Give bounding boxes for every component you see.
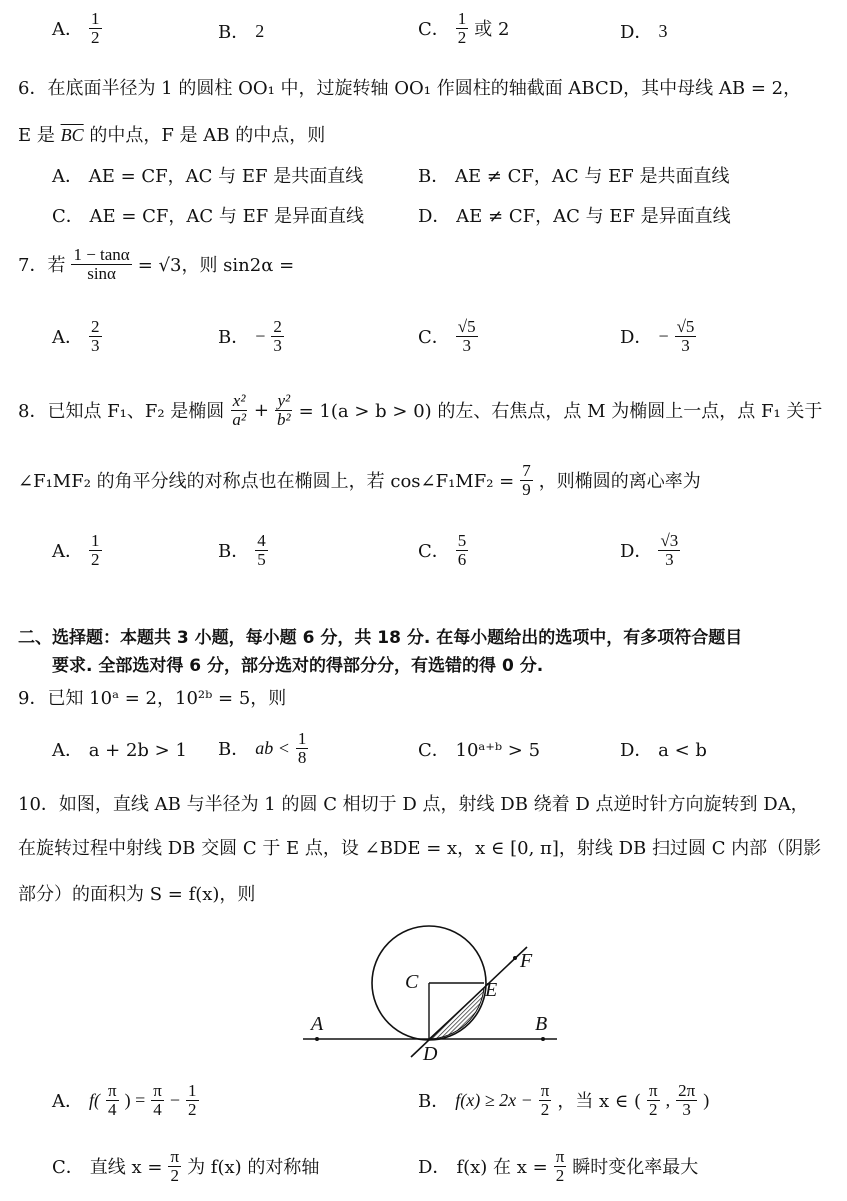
q9-option-c: C． 10ᵃ⁺ᵇ > 5 <box>418 740 541 761</box>
fraction: $\frac{1}{2}$ <box>457 9 467 47</box>
q9-stem: 9．已知 10ᵃ = 2，10²ᵇ = 5，则 <box>18 688 287 709</box>
q10-option-b: B． f(x) ≥ 2x − $\frac{\pi}{2}$ ，当 x ∈ ( $\frac{\pi}{2}$ , $\frac{2\pi}{3}$ ) <box>418 1081 710 1119</box>
q6-option-a: A． AE = CF，AC 与 EF 是共面直线 <box>52 166 364 187</box>
q5-option-b: B． 2 <box>218 20 265 43</box>
label-f: F <box>520 950 533 972</box>
q9-option-b: B． ab < $\frac{1}{8}$ <box>218 729 307 767</box>
q8-stem-line1: 8．已知点 F₁、F₂ 是椭圆 $\frac{\text{x²}}{\text{a²}}$ + $\frac{\text{y²}}{\text{b²}}$ = 1(a > b > 0) 的左、右焦点，点 M 为椭圆上一点，点 F₁ 关于 <box>18 391 823 429</box>
q10-stem-line2: 在旋转过程中射线 DB 交圆 C 于 E 点，设 ∠BDE = x，x ∈ [0, π]，射线 DB 扫过圆 C 内部（阴影 <box>18 838 822 859</box>
q9-option-a: A． a + 2b > 1 <box>52 740 187 761</box>
q8-option-c: C． $\frac{5}{6}$ <box>418 531 467 569</box>
q8-option-d: D． $\frac{√3}{3}$ <box>620 531 679 569</box>
q10-stem-line3: 部分）的面积为 S = f(x)，则 <box>18 884 256 905</box>
label-a: A <box>311 1013 324 1035</box>
q6-option-d: D． AE ≠ CF，AC 与 EF 是异面直线 <box>418 206 731 227</box>
arc-bc: $\overline{BC}$ <box>60 125 84 145</box>
q10-stem-line1: 10．如图，直线 AB 与半径为 1 的圆 C 相切于 D 点，射线 DB 绕着 D 点逆时针方向旋转到 DA， <box>18 794 809 815</box>
shaded-region <box>429 988 484 1039</box>
label-d: D <box>423 1043 438 1065</box>
q7-stem: 7．若 $\frac{1 - \tan\alpha}{\sin\alpha}$ = √3，则 sin2α = <box>18 245 295 283</box>
q8-option-a: A． $\frac{1}{2}$ <box>52 531 100 569</box>
point-b <box>541 1037 545 1041</box>
q5-option-d: D． 3 <box>620 20 668 43</box>
q8-stem-line2: ∠F₁MF₂ 的角平分线的对称点也在椭圆上，若 cos∠F₁MF₂ = $\frac{7}{9}$ ，则椭圆的离心率为 <box>18 461 701 499</box>
q10-option-a: A． f( $\frac{\pi}{4}$ ) = $\frac{\pi}{4}$ − $\frac{1}{2}$ <box>52 1081 197 1119</box>
q8-option-b: B． $\frac{4}{5}$ <box>218 531 266 569</box>
section-heading-line2: 要求. 全部选对得 6 分，部分选对的得部分分，有选错的得 0 分. <box>52 656 544 676</box>
point-a <box>315 1037 319 1041</box>
q9-option-d: D． a < b <box>620 740 707 761</box>
q5-option-c: C． $\frac{1}{2}$ 或 2 <box>418 9 510 47</box>
point-f <box>513 956 517 960</box>
q6-stem-line1: 6．在底面半径为 1 的圆柱 OO₁ 中，过旋转轴 OO₁ 作圆柱的轴截面 ABCD，其中母线 AB = 2， <box>18 78 802 99</box>
q7-option-d: D． − $\frac{√5}{3}$ <box>620 317 695 355</box>
fraction: $\frac{1 - \tan\alpha}{\sin\alpha}$ <box>73 245 130 283</box>
q6-stem-line2: E 是 $\overline{BC}$ 的中点，F 是 AB 的中点，则 <box>18 125 326 146</box>
label-c: C <box>405 971 419 993</box>
label-e: E <box>485 979 498 1001</box>
q7-option-c: C． $\frac{√5}{3}$ <box>418 317 476 355</box>
q6-option-b: B． AE ≠ CF，AC 与 EF 是共面直线 <box>418 166 730 187</box>
label-b: B <box>535 1013 548 1035</box>
q10-figure <box>295 925 565 1065</box>
q10-option-c: C． 直线 x = $\frac{\pi}{2}$ 为 f(x) 的对称轴 <box>52 1147 320 1185</box>
q10-option-d: D． f(x) 在 x = $\frac{\pi}{2}$ 瞬时变化率最大 <box>418 1147 699 1185</box>
q7-option-a: A． $\frac{2}{3}$ <box>52 317 100 355</box>
section-heading-line1: 二、选择题：本题共 3 小题，每小题 6 分，共 18 分. 在每小题给出的选项中，有多项符合题目 <box>18 628 743 648</box>
q7-option-b: B． − $\frac{2}{3}$ <box>218 317 282 355</box>
q6-option-c: C． AE = CF，AC 与 EF 是异面直线 <box>52 206 364 227</box>
fraction: $\frac{1}{2}$ <box>91 9 100 47</box>
q5-option-a: A． $\frac{1}{2}$ <box>52 9 100 47</box>
